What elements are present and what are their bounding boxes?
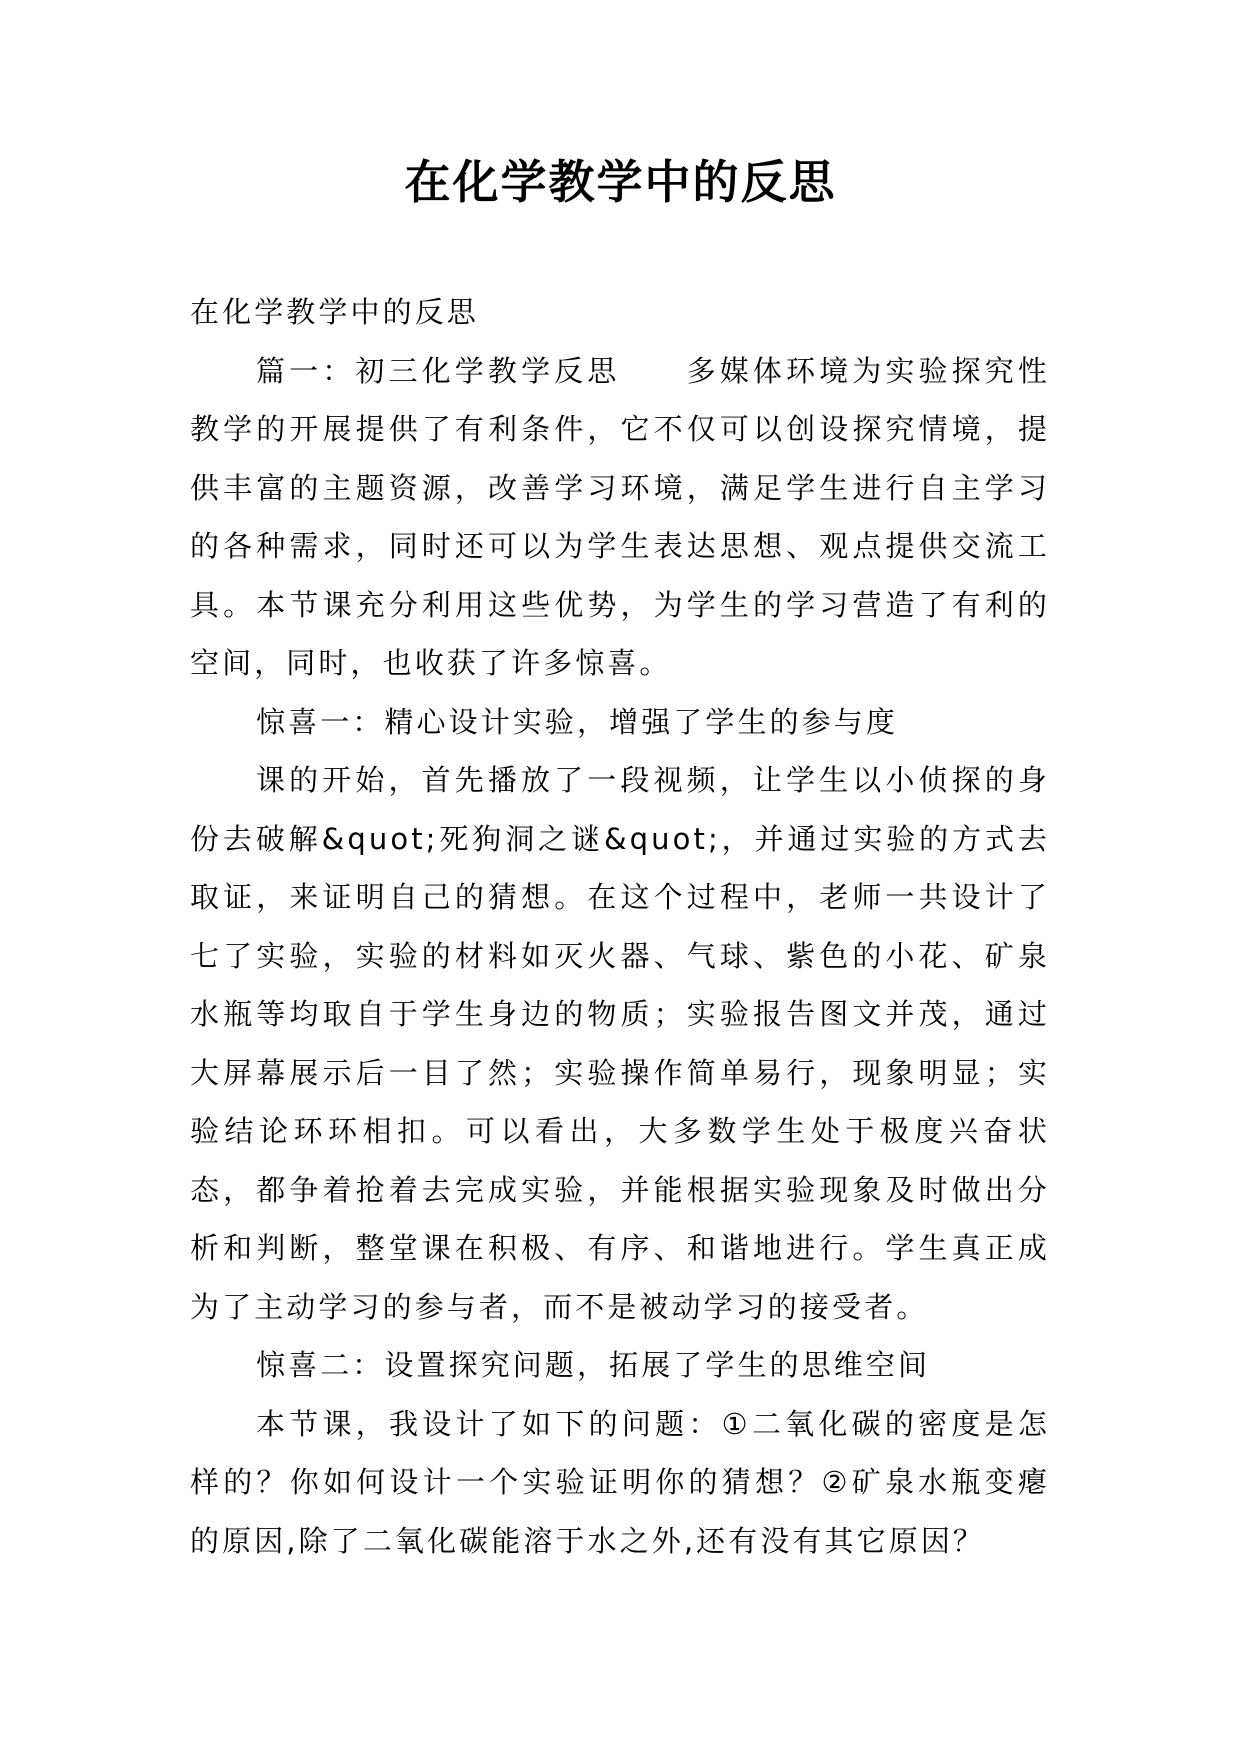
- surprise-two-paragraph: 本节课，我设计了如下的问题：①二氧化碳的密度是怎样的？你如何设计一个实验证明你的猜想？②矿泉水瓶变瘪的原因,除了二氧化碳能溶于水之外,还有没有其它原因？: [190, 1406, 1050, 1558]
- subtitle-paragraph: 在化学教学中的反思: [190, 295, 479, 329]
- document-body: [190, 283, 1050, 1570]
- document-title: 在化学教学中的反思: [404, 155, 837, 209]
- section-heading-surprise-one: 惊喜一：精心设计实验，增强了学生的参与度: [256, 704, 899, 739]
- intro-paragraph: 篇一：初三化学教学反思 多媒体环境为实验探究性教学的开展提供了有利条件，它不仅可以创设探究情境，提供丰富的主题资源，改善学习环境，满足学生进行自主学习的各种需求，同时还可以为学生表达思想、观点提供交流工具。本节课充分利用这些优势，为学生的学习营造了有利的空间，同时，也收获了许多惊喜。: [190, 353, 1050, 680]
- surprise-one-paragraph: 课的开始，首先播放了一段视频，让学生以小侦探的身份去破解&quot;死狗洞之谜&quot;，并通过实验的方式去取证，来证明自己的猜想。在这个过程中，老师一共设计了七了实验，实验的材料如灭火器、气球、紫色的小花、矿泉水瓶等均取自于学生身边的物质；实验报告图文并茂，通过大屏幕展示后一目了然；实验操作简单易行，现象明显；实验结论环环相扣。可以看出，大多数学生处于极度兴奋状态，都争着抢着去完成实验，并能根据实验现象及时做出分析和判断，整堂课在积极、有序、和谐地进行。学生真正成为了主动学习的参与者，而不是被动学习的接受者。: [190, 763, 1050, 1324]
- section-heading-surprise-two: 惊喜二：设置探究问题，拓展了学生的思维空间: [256, 1348, 931, 1382]
